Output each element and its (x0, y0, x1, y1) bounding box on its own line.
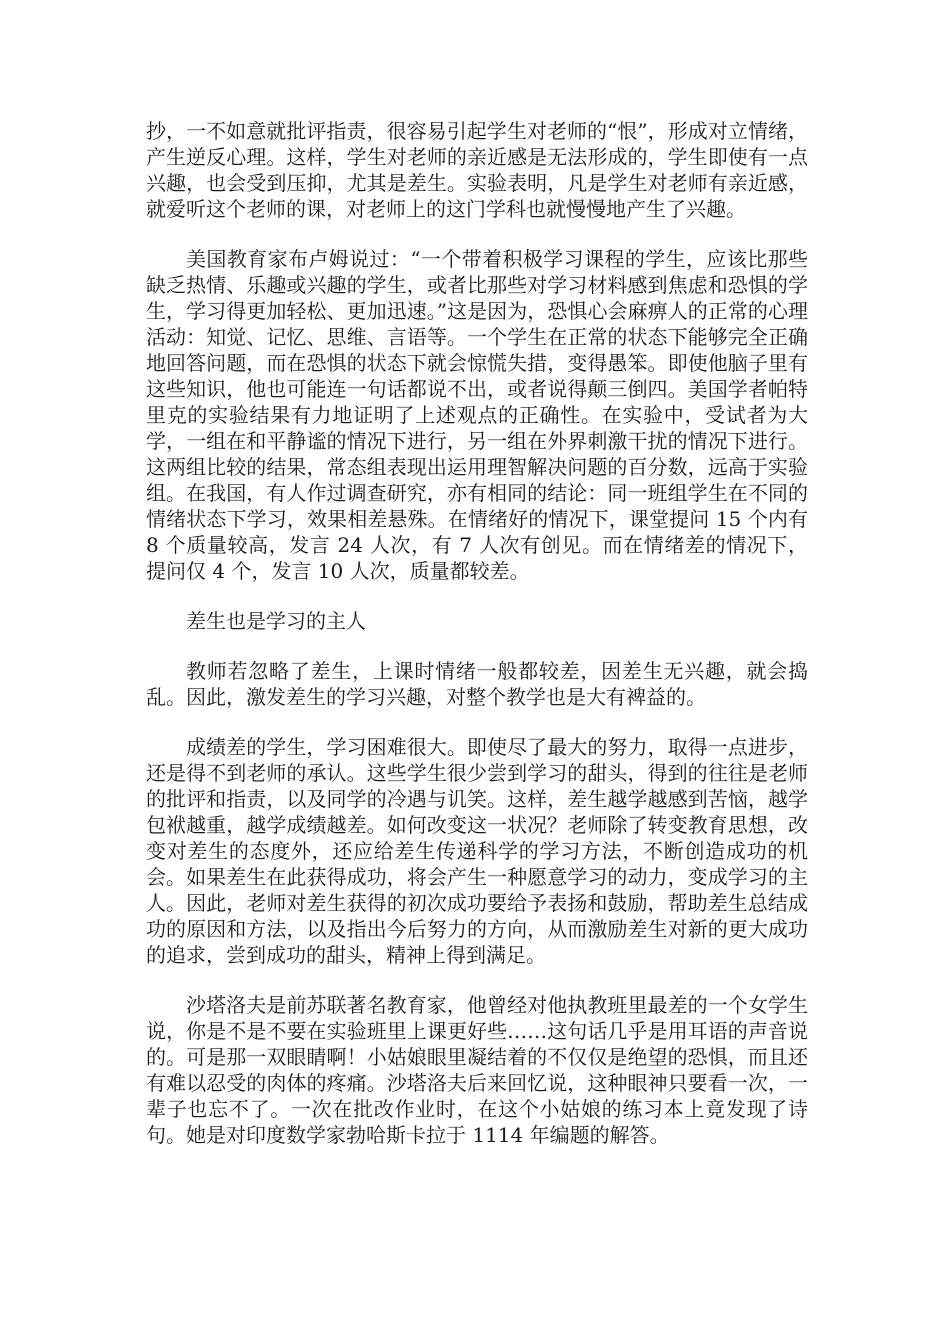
paragraph-poor-students: 成绩差的学生，学习困难很大。即使尽了最大的努力，取得一点进步，还是得不到老师的承认。这些学生很少尝到学习的甜头，得到的往往是老师的批评和指责，以及同学的冷遇与讥笑。这样，差生越学越感到苦恼，越学包袱越重，越学成绩越差。如何改变这一状况？老师除了转变教育思想，改变对差生的态度外，还应给差生传递科学的学习方法，不断创造成功的机会。如果差生在此获得成功，将会产生一种愿意学习的动力，变成学习的主人。因此，老师对差生获得的初次成功要给予表扬和鼓励，帮助差生总结成功的原因和方法，以及指出今后努力的方向，从而激励差生对新的更大成功的追求，尝到成功的甜头，精神上得到满足。 (146, 735, 808, 967)
paragraph-teacher-neglect: 教师若忽略了差生，上课时情绪一般都较差，因差生无兴趣，就会捣乱。因此，激发差生的学习兴趣，对整个教学也是大有裨益的。 (146, 659, 808, 709)
paragraph-shatalov: 沙塔洛夫是前苏联著名教育家，他曾经对他执教班里最差的一个女学生说，你是不是不要在实验班里上课更好些……这句话几乎是用耳语的声音说的。可是那一双眼睛啊！小姑娘眼里凝结着的不仅仅是绝望的恐惧，而且还有难以忍受的肉体的疼痛。沙塔洛夫后来回忆说，这种眼神只要看一次，一辈子也忘不了。一次在批改作业时，在这个小姑娘的练习本上竟发现了诗句。她是对印度数学家勃哈斯卡拉于 1114 年编题的解答。 (146, 993, 808, 1147)
document-page (146, 118, 808, 1172)
paragraph-bloom-quote: 美国教育家布卢姆说过：“一个带着积极学习课程的学生，应该比那些缺乏热情、乐趣或兴趣的学生，或者比那些对学习材料感到焦虑和恐惧的学生，学习得更加轻松、更加迅速。”这是因为，恐惧心会麻痹人的正常的心理活动：知觉、记忆、思维、言语等。一个学生在正常的状态下能够完全正确地回答问题，而在恐惧的状态下就会惊慌失措，变得愚笨。即使他脑子里有这些知识，他也可能连一句话都说不出，或者说得颠三倒四。美国学者帕特里克的实验结果有力地证明了上述观点的正确性。在实验中，受试者为大学，一组在和平静谧的情况下进行，另一组在外界刺激干扰的情况下进行。这两组比较的结果，常态组表现出运用理智解决问题的百分数，远高于实验组。在我国，有人作过调查研究，亦有相同的结论：同一班组学生在不同的情绪状态下学习，效果相差悬殊。在情绪好的情况下，课堂提问 15 个内有 8 个质量较高，发言 24 人次，有 7 人次有创见。而在情绪差的情况下，提问仅 4 个，发言 10 人次，质量都较差。 (146, 247, 808, 583)
paragraph-continuation: 抄，一不如意就批评指责，很容易引起学生对老师的“恨”，形成对立情绪，产生逆反心理。这样，学生对老师的亲近感是无法形成的，学生即使有一点兴趣，也会受到压抑，尤其是差生。实验表明，凡是学生对老师有亲近感，就爱听这个老师的课，对老师上的这门学科也就慢慢地产生了兴趣。 (146, 119, 808, 221)
section-heading: 差生也是学习的主人 (186, 609, 366, 633)
